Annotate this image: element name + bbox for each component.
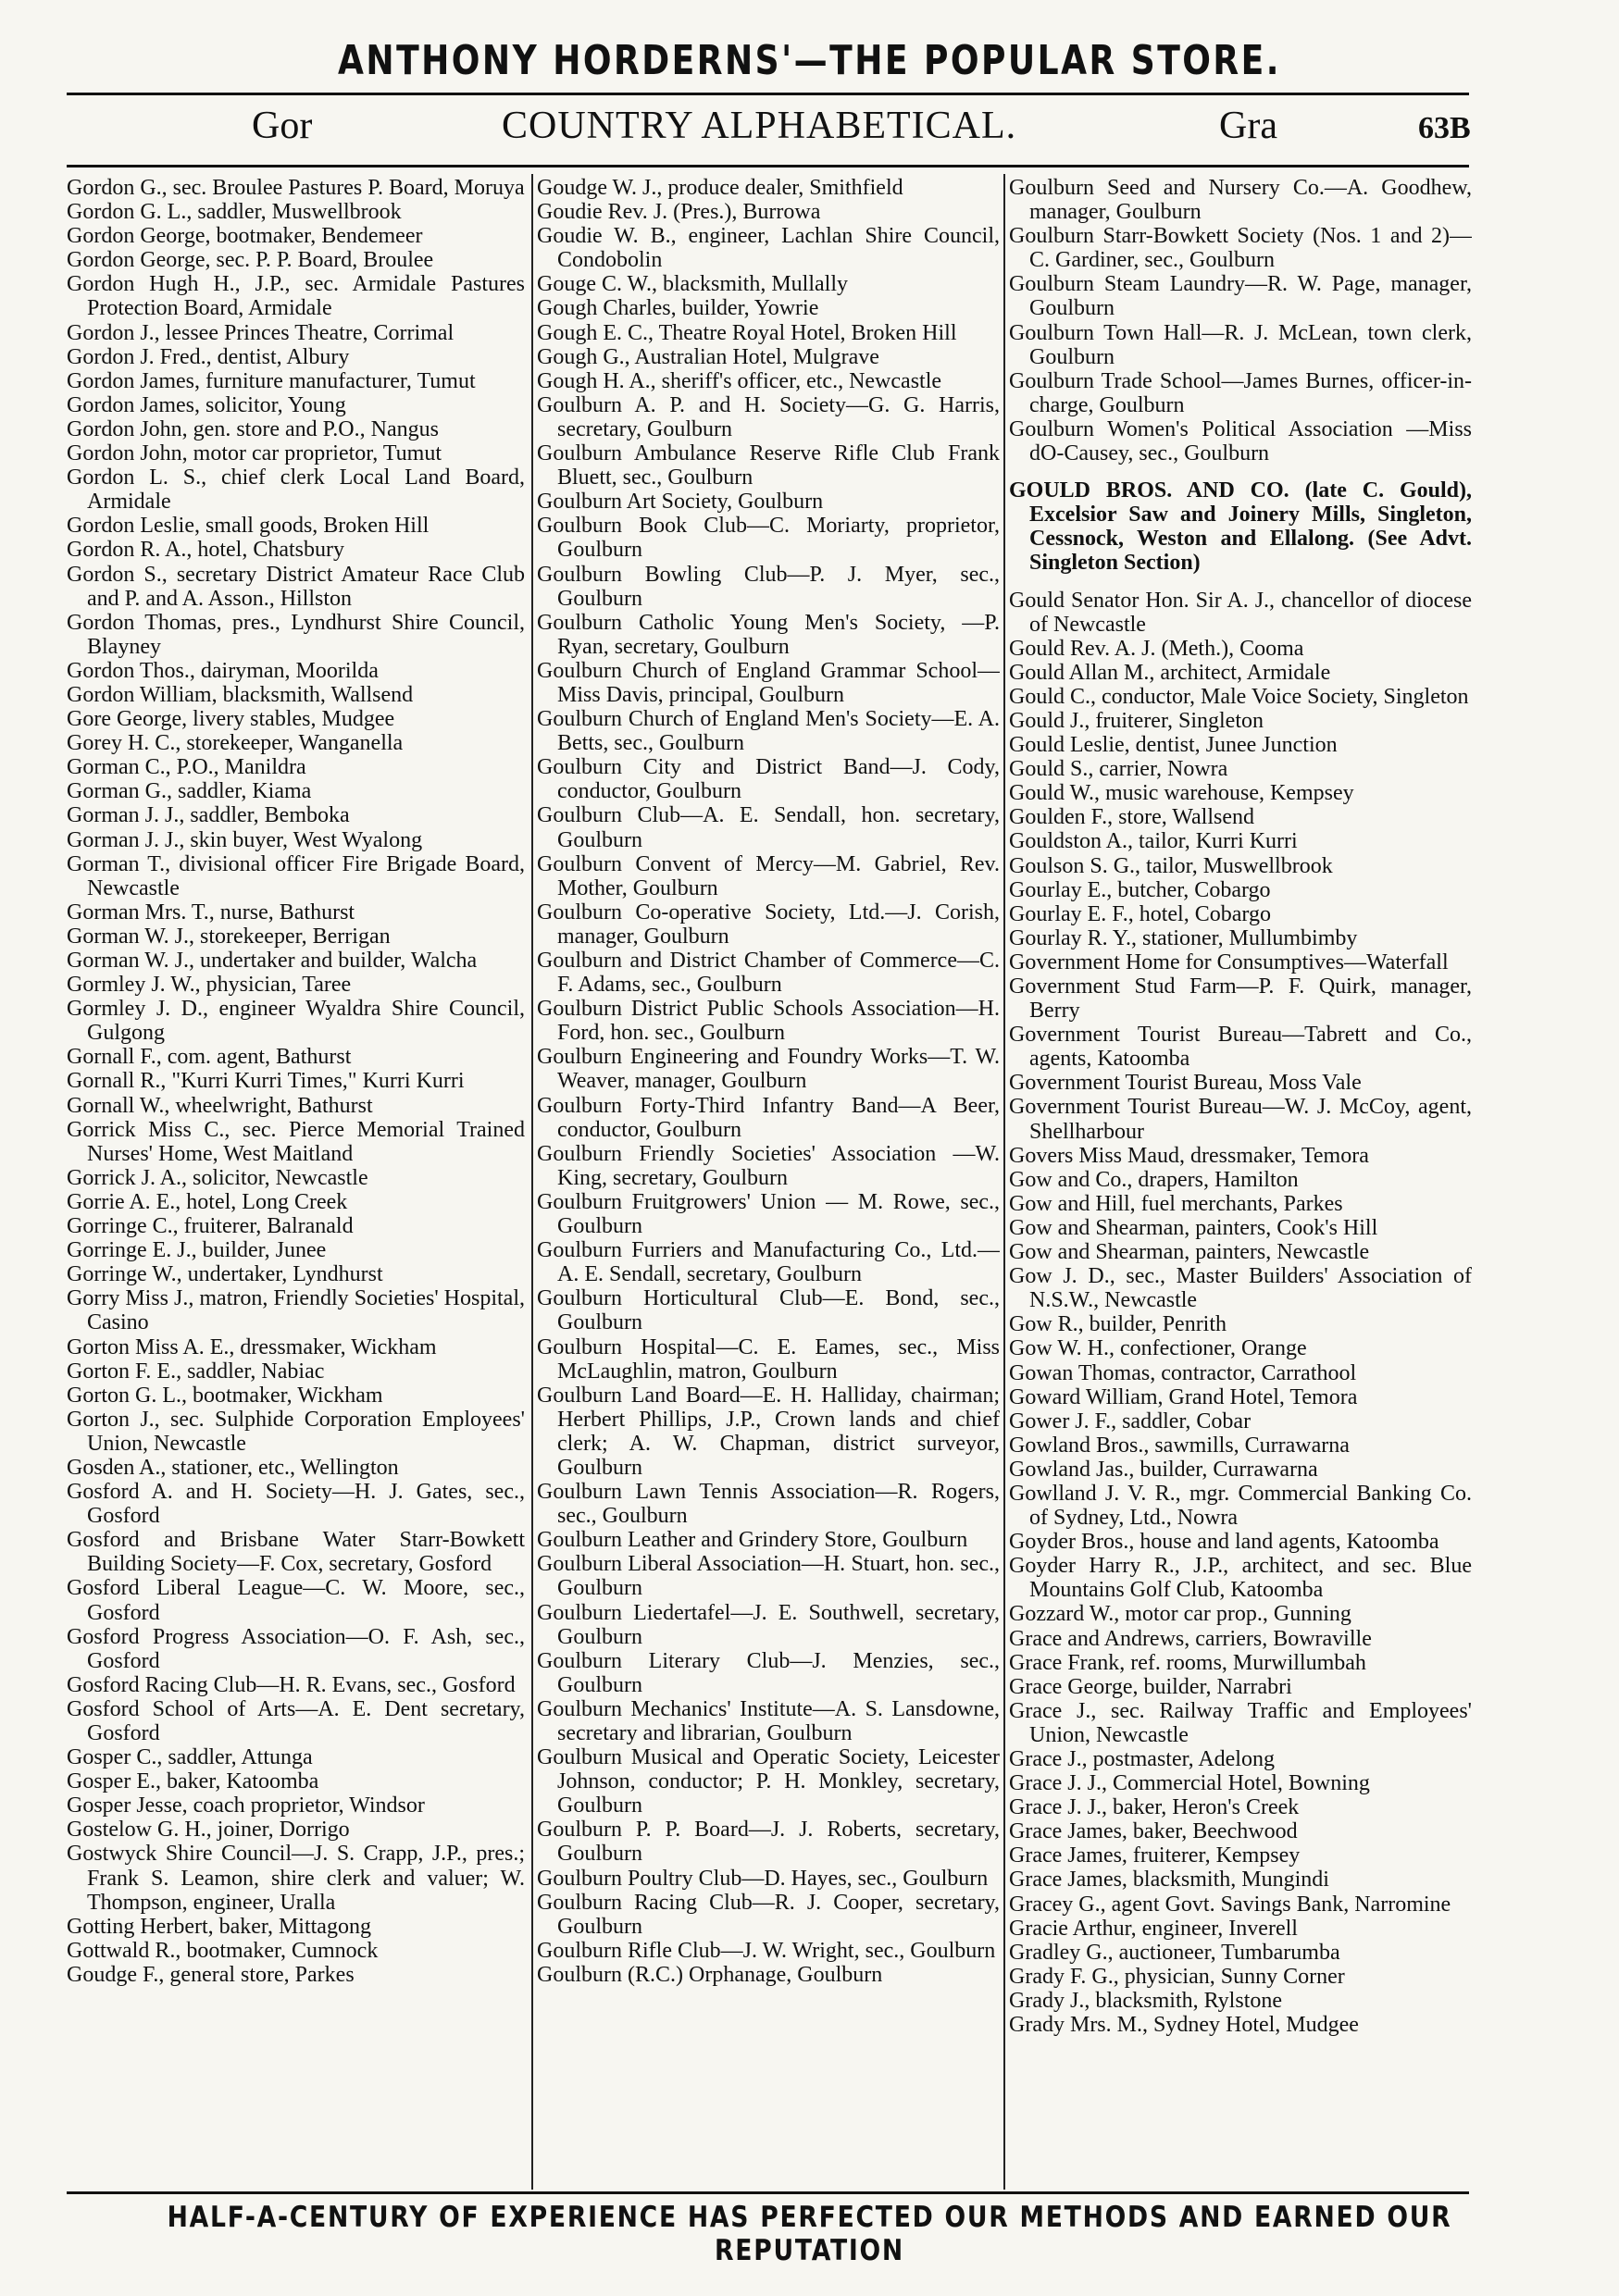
directory-entry: Gordon Hugh H., J.P., sec. Armidale Pastures Protection Board, Armidale xyxy=(67,272,525,321)
directory-entry: Gouldston A., tailor, Kurri Kurri xyxy=(1009,829,1298,854)
directory-entry: Gordon G., sec. Broulee Pastures P. Board, Moruya xyxy=(67,176,525,200)
directory-entry: Gosford Racing Club—H. R. Evans, sec., Gosford xyxy=(67,1672,516,1697)
directory-entry: Goulburn Steam Laundry—R. W. Page, manager, Goulburn xyxy=(1009,272,1472,321)
directory-entry: Goward William, Grand Hotel, Temora xyxy=(1009,1384,1358,1409)
directory-entry: Goulburn A. P. and H. Society—G. G. Harris, secretary, Goulburn xyxy=(537,392,1000,441)
directory-entry: Gould C., conductor, Male Voice Society, Singleton xyxy=(1009,684,1469,709)
directory-entry: Government Home for Consumptives—Waterfall xyxy=(1009,949,1449,974)
directory-entry: Gourlay R. Y., stationer, Mullumbimby xyxy=(1009,925,1358,950)
directory-entry: Goulburn Seed and Nursery Co.—A. Goodhew, manager, Goulburn xyxy=(1009,176,1472,225)
directory-entry: Gorton G. L., bootmaker, Wickham xyxy=(67,1383,383,1408)
directory-entry: Goulburn Liberal Association—H. Stuart, hon. sec., Goulburn xyxy=(537,1552,1000,1601)
directory-entry: Grace James, fruiterer, Kempsey xyxy=(1009,1843,1301,1868)
directory-entry: Goulburn Musical and Operatic Society, Leicester Johnson, conductor; P. H. Monkley, secretary, Goulburn xyxy=(537,1745,1000,1818)
directory-entry: Government Tourist Bureau—W. J. McCoy, agent, Shellharbour xyxy=(1009,1095,1472,1144)
directory-entry: Govers Miss Maud, dressmaker, Temora xyxy=(1009,1143,1369,1168)
directory-entry: Goulburn Club—A. E. Sendall, hon. secretary, Goulburn xyxy=(537,803,1000,852)
directory-entry: Gould W., music warehouse, Kempsey xyxy=(1009,781,1354,806)
directory-entry: Grace J. J., baker, Heron's Creek xyxy=(1009,1795,1300,1820)
directory-entry: Gottwald R., bootmaker, Cumnock xyxy=(67,1938,379,1963)
directory-entry: Goulburn Racing Club—R. J. Cooper, secretary, Goulburn xyxy=(537,1890,1000,1939)
directory-entry: Gow J. D., sec., Master Builders' Association of N.S.W., Newcastle xyxy=(1009,1264,1472,1313)
directory-column-1 xyxy=(67,176,525,2189)
directory-entry: Gosden A., stationer, etc., Wellington xyxy=(67,1455,399,1480)
directory-entry: Gorringe W., undertaker, Lyndhurst xyxy=(67,1262,383,1287)
directory-entry: Gordon John, motor car proprietor, Tumut xyxy=(67,441,442,466)
directory-entry: Gorton F. E., saddler, Nabiac xyxy=(67,1359,325,1384)
directory-entry: Gorringe C., fruiterer, Balranald xyxy=(67,1214,354,1239)
directory-entry: Gow R., builder, Penrith xyxy=(1009,1312,1227,1337)
directory-entry: Gradley G., auctioneer, Tumbarumba xyxy=(1009,1940,1340,1965)
directory-entry: Goulburn Land Board—E. H. Halliday, chairman; Herbert Phillips, J.P., Crown lands and chief clerk; A. W. Chapman, district surveyor, Goulburn xyxy=(537,1383,1000,1480)
directory-entry: Goulburn Literary Club—J. Menzies, sec., Goulburn xyxy=(537,1648,1000,1697)
directory-entry: Gordon G. L., saddler, Muswellbrook xyxy=(67,200,402,225)
directory-entry: Gould J., fruiterer, Singleton xyxy=(1009,708,1264,733)
directory-entry: Goulburn Mechanics' Institute—A. S. Lansdowne, secretary and librarian, Goulburn xyxy=(537,1696,1000,1745)
directory-entry: Gorman G., saddler, Kiama xyxy=(67,779,312,804)
directory-entry: Gower J. F., saddler, Cobar xyxy=(1009,1409,1252,1433)
directory-entry: Gorman W. J., undertaker and builder, Walcha xyxy=(67,949,478,973)
directory-entry: Grace James, baker, Beechwood xyxy=(1009,1819,1298,1844)
directory-entry: Goulburn Church of England Men's Society—E. A. Betts, sec., Goulburn xyxy=(537,707,1000,756)
directory-entry: Gordon L. S., chief clerk Local Land Board, Armidale xyxy=(67,465,525,515)
page-number: 63B xyxy=(1418,111,1471,145)
directory-entry: Goulburn Church of England Grammar School—Miss Davis, principal, Goulburn xyxy=(537,658,1000,707)
directory-entry: Gorrick J. A., solicitor, Newcastle xyxy=(67,1165,368,1190)
directory-entry: Gorton Miss A. E., dressmaker, Wickham xyxy=(67,1334,437,1359)
directory-entry: Goudie Rev. J. (Pres.), Burrowa xyxy=(537,200,821,225)
directory-entry: Gould S., carrier, Nowra xyxy=(1009,757,1228,782)
footer-slogan: HALF-A-CENTURY OF EXPERIENCE HAS PERFECTED OUR METHODS AND EARNED OUR REPUTATION xyxy=(167,2201,1452,2267)
directory-entry: Gracie Arthur, engineer, Inverell xyxy=(1009,1916,1298,1941)
directory-entry: Goulburn Liedertafel—J. E. Southwell, secretary, Goulburn xyxy=(537,1600,1000,1649)
directory-entry: Grace James, blacksmith, Mungindi xyxy=(1009,1868,1329,1893)
column-divider xyxy=(1003,174,1005,2190)
directory-entry: Gosper Jesse, coach proprietor, Windsor xyxy=(67,1793,425,1818)
directory-entry: Gosper C., saddler, Attunga xyxy=(67,1745,313,1770)
directory-entry: Goulburn District Public Schools Association—H. Ford, hon. sec., Goulburn xyxy=(537,997,1000,1046)
directory-entry: Gorey H. C., storekeeper, Wanganella xyxy=(67,731,404,756)
directory-entry: Gosford Progress Association—O. F. Ash, sec., Gosford xyxy=(67,1624,525,1673)
directory-entry: Gorman W. J., storekeeper, Berrigan xyxy=(67,924,391,949)
directory-entry: Gordon J., lessee Princes Theatre, Corrimal xyxy=(67,320,455,345)
directory-entry: Goulburn Horticultural Club—E. Bond, sec., Goulburn xyxy=(537,1286,1000,1335)
directory-entry: Gosford A. and H. Society—H. J. Gates, sec., Gosford xyxy=(67,1480,525,1529)
directory-entry: Gow W. H., confectioner, Orange xyxy=(1009,1336,1307,1361)
header-bottom-rule xyxy=(67,165,1469,168)
directory-entry: GOULD BROS. AND CO. (late C. Gould), Excelsior Saw and Joinery Mills, Singleton, Cessnock, Weston and Ellalong. (See Advt. Singleton Section) xyxy=(1009,478,1472,576)
directory-entry: Gow and Shearman, painters, Cook's Hill xyxy=(1009,1215,1378,1240)
directory-entry: Goulburn Hospital—C. E. Eames, sec., Miss McLaughlin, matron, Goulburn xyxy=(537,1334,1000,1384)
directory-entry: Gowland Bros., sawmills, Currawarna xyxy=(1009,1433,1350,1458)
directory-entry: Gorrie A. E., hotel, Long Creek xyxy=(67,1189,348,1214)
directory-entry: Goulburn Convent of Mercy—M. Gabriel, Rev. Mother, Goulburn xyxy=(537,851,1000,900)
directory-entry: Goyder Harry R., J.P., architect, and sec. Blue Mountains Golf Club, Katoomba xyxy=(1009,1554,1472,1603)
directory-entry: Gourlay E. F., hotel, Cobargo xyxy=(1009,901,1271,926)
directory-entry: Grady Mrs. M., Sydney Hotel, Mudgee xyxy=(1009,2013,1359,2038)
directory-entry: Gordon James, furniture manufacturer, Tumut xyxy=(67,368,476,393)
directory-entry: Gould Senator Hon. Sir A. J., chancellor of diocese of Newcastle xyxy=(1009,588,1472,637)
directory-entry: Goudge F., general store, Parkes xyxy=(67,1962,355,1987)
header-top-rule xyxy=(67,93,1469,95)
directory-entry: Government Tourist Bureau, Moss Vale xyxy=(1009,1071,1362,1096)
directory-entry: Goulburn Women's Political Association —Miss dO-Causey, sec., Goulburn xyxy=(1009,416,1472,466)
header-section-title: COUNTRY ALPHABETICAL. xyxy=(502,105,1017,147)
directory-entry: Goudie W. B., engineer, Lachlan Shire Council, Condobolin xyxy=(537,224,1000,273)
directory-entry: Grace Frank, ref. rooms, Murwillumbah xyxy=(1009,1650,1366,1675)
directory-entry: Goulburn Engineering and Foundry Works—T. W. Weaver, manager, Goulburn xyxy=(537,1045,1000,1094)
directory-entry: Government Stud Farm—P. F. Quirk, manager, Berry xyxy=(1009,974,1472,1024)
directory-entry: Gordon John, gen. store and P.O., Nangus xyxy=(67,416,439,441)
directory-entry: Gosford and Brisbane Water Starr-Bowkett Building Society—F. Cox, secretary, Gosford xyxy=(67,1528,525,1577)
directory-entry: Gorman J. J., skin buyer, West Wyalong xyxy=(67,827,423,852)
directory-entry: Goulburn Forty-Third Infantry Band—A Beer, conductor, Goulburn xyxy=(537,1093,1000,1142)
directory-entry: Gorman C., P.O., Manildra xyxy=(67,755,306,780)
directory-entry: Gould Allan M., architect, Armidale xyxy=(1009,660,1331,685)
directory-entry: Gordon George, sec. P. P. Board, Broulee xyxy=(67,248,434,273)
directory-entry: Gough G., Australian Hotel, Mulgrave xyxy=(537,344,879,369)
directory-entry: Gourlay E., butcher, Cobargo xyxy=(1009,877,1271,902)
directory-entry: Gordon James, solicitor, Young xyxy=(67,392,346,417)
directory-entry: Government Tourist Bureau—Tabrett and Co., agents, Katoomba xyxy=(1009,1023,1472,1072)
directory-entry: Goulburn Bowling Club—P. J. Myer, sec., Goulburn xyxy=(537,562,1000,611)
directory-entry: Goyder Bros., house and land agents, Katoomba xyxy=(1009,1530,1439,1555)
directory-entry: Goulburn Ambulance Reserve Rifle Club Frank Bluett, sec., Goulburn xyxy=(537,441,1000,490)
directory-entry: Goulburn Book Club—C. Moriarty, proprietor, Goulburn xyxy=(537,514,1000,563)
directory-entry: Gosford School of Arts—A. E. Dent secretary, Gosford xyxy=(67,1696,525,1745)
directory-entry: Gostelow G. H., joiner, Dorrigo xyxy=(67,1818,350,1843)
directory-entry: Gow and Hill, fuel merchants, Parkes xyxy=(1009,1191,1343,1216)
directory-entry: Grace J. J., Commercial Hotel, Bowning xyxy=(1009,1771,1370,1796)
running-header xyxy=(67,104,1469,159)
footer-rule xyxy=(67,2191,1469,2194)
directory-entry: Gozzard W., motor car prop., Gunning xyxy=(1009,1602,1351,1627)
directory-entry: Goulburn Poultry Club—D. Hayes, sec., Goulburn xyxy=(537,1866,989,1891)
directory-entry: Gordon Thomas, pres., Lyndhurst Shire Council, Blayney xyxy=(67,610,525,659)
directory-entry: Grady J., blacksmith, Rylstone xyxy=(1009,1988,1283,2013)
directory-entry: Goulburn Friendly Societies' Association —W. King, secretary, Goulburn xyxy=(537,1141,1000,1190)
directory-entry: Gowlland J. V. R., mgr. Commercial Banking Co. of Sydney, Ltd., Nowra xyxy=(1009,1481,1472,1531)
directory-entry: Goulburn (R.C.) Orphanage, Goulburn xyxy=(537,1962,883,1987)
directory-entry: Gormley J. D., engineer Wyaldra Shire Council, Gulgong xyxy=(67,997,525,1046)
directory-entry: Goulden F., store, Wallsend xyxy=(1009,805,1255,830)
directory-entry: Goulburn P. P. Board—J. J. Roberts, secretary, Goulburn xyxy=(537,1818,1000,1867)
directory-entry: Gordon Leslie, small goods, Broken Hill xyxy=(67,514,430,539)
directory-entry: Gordon J. Fred., dentist, Albury xyxy=(67,344,350,369)
directory-entry: Gordon George, bootmaker, Bendemeer xyxy=(67,224,423,249)
directory-entry: Gracey G., agent Govt. Savings Bank, Narromine xyxy=(1009,1892,1451,1917)
directory-entry: Gow and Shearman, painters, Newcastle xyxy=(1009,1240,1370,1265)
directory-entry: Gorman J. J., saddler, Bemboka xyxy=(67,803,350,828)
directory-entry: Gorry Miss J., matron, Friendly Societies' Hospital, Casino xyxy=(67,1286,525,1335)
directory-entry: Gowan Thomas, contractor, Carrathool xyxy=(1009,1360,1357,1385)
directory-column-2 xyxy=(537,176,1000,2189)
directory-entry: Gore George, livery stables, Mudgee xyxy=(67,707,395,732)
directory-entry: Gowland Jas., builder, Currawarna xyxy=(1009,1457,1318,1482)
directory-entry: Goulburn Trade School—James Burnes, officer-in-charge, Goulburn xyxy=(1009,368,1472,417)
directory-entry: Grace and Andrews, carriers, Bowraville xyxy=(1009,1626,1372,1651)
directory-entry: Gornall R., "Kurri Kurri Times," Kurri Kurri xyxy=(67,1069,465,1094)
directory-entry: Goulburn Art Society, Goulburn xyxy=(537,490,824,515)
directory-entry: Goulburn Leather and Grindery Store, Goulburn xyxy=(537,1528,968,1553)
directory-entry: Gordon Thos., dairyman, Moorilda xyxy=(67,658,379,683)
directory-entry: Goulburn Fruitgrowers' Union — M. Rowe, sec., Goulburn xyxy=(537,1189,1000,1239)
directory-column-3 xyxy=(1009,176,1472,2189)
directory-entry: Gould Leslie, dentist, Junee Junction xyxy=(1009,733,1338,758)
directory-entry: Gorman Mrs. T., nurse, Bathurst xyxy=(67,900,355,925)
directory-entry: Gould Rev. A. J. (Meth.), Cooma xyxy=(1009,636,1304,661)
directory-entry: Gormley J. W., physician, Taree xyxy=(67,973,352,998)
directory-entry: Goulburn Co-operative Society, Ltd.—J. Corish, manager, Goulburn xyxy=(537,900,1000,949)
directory-entry: Grace J., postmaster, Adelong xyxy=(1009,1747,1275,1771)
directory-entry: Gornall F., com. agent, Bathurst xyxy=(67,1045,352,1070)
directory-entry: Gosford Liberal League—C. W. Moore, sec., Gosford xyxy=(67,1576,525,1625)
directory-entry: Gorton J., sec. Sulphide Corporation Employees' Union, Newcastle xyxy=(67,1407,525,1456)
directory-entry: Gow and Co., drapers, Hamilton xyxy=(1009,1167,1299,1192)
directory-entry: Grace George, builder, Narrabri xyxy=(1009,1674,1292,1699)
directory-entry: Gough Charles, builder, Yowrie xyxy=(537,296,819,321)
directory-entry: Goulson S. G., tailor, Muswellbrook xyxy=(1009,853,1333,878)
header-range-end: Gra xyxy=(1219,105,1277,147)
directory-entry: Gosper E., baker, Katoomba xyxy=(67,1769,319,1794)
directory-entry: Goulburn City and District Band—J. Cody, conductor, Goulburn xyxy=(537,755,1000,804)
directory-entry: Goulburn and District Chamber of Commerce—C. F. Adams, sec., Goulburn xyxy=(537,949,1000,998)
directory-entry: Goulburn Rifle Club—J. W. Wright, sec., Goulburn xyxy=(537,1938,996,1963)
directory-entry: Gotting Herbert, baker, Mittagong xyxy=(67,1914,371,1939)
directory-entry: Goulburn Lawn Tennis Association—R. Rogers, sec., Goulburn xyxy=(537,1480,1000,1529)
directory-entry: Goulburn Starr-Bowkett Society (Nos. 1 and 2)—C. Gardiner, sec., Goulburn xyxy=(1009,224,1472,273)
directory-entry: Gordon William, blacksmith, Wallsend xyxy=(67,682,414,707)
directory-entry: Goulburn Town Hall—R. J. McLean, town clerk, Goulburn xyxy=(1009,320,1472,369)
directory-entry: Gough E. C., Theatre Royal Hotel, Broken Hill xyxy=(537,320,957,345)
directory-entry: Gornall W., wheelwright, Bathurst xyxy=(67,1093,373,1118)
directory-entry: Gorrick Miss C., sec. Pierce Memorial Trained Nurses' Home, West Maitland xyxy=(67,1117,525,1166)
directory-entry: Goulburn Catholic Young Men's Society, —P. Ryan, secretary, Goulburn xyxy=(537,610,1000,659)
directory-entry: Gordon R. A., hotel, Chatsbury xyxy=(67,538,344,563)
column-divider xyxy=(531,174,533,2190)
directory-entry: Grady F. G., physician, Sunny Corner xyxy=(1009,1964,1345,1989)
directory-entry: Goudge W. J., produce dealer, Smithfield xyxy=(537,176,903,200)
directory-entry: Goulburn Furriers and Manufacturing Co., Ltd.—A. E. Sendall, secretary, Goulburn xyxy=(537,1238,1000,1287)
directory-entry: Gostwyck Shire Council—J. S. Crapp, J.P., pres.; Frank S. Leamon, shire clerk and valuer; W. Thompson, engineer, Uralla xyxy=(67,1842,525,1915)
directory-entry: Gouge C. W., blacksmith, Mullally xyxy=(537,272,848,297)
directory-entry: Gough H. A., sheriff's officer, etc., Newcastle xyxy=(537,368,942,393)
directory-entry: Gordon S., secretary District Amateur Race Club and P. and A. Asson., Hillston xyxy=(67,562,525,611)
store-banner: ANTHONY HORDERNS'—THE POPULAR STORE. xyxy=(338,37,1281,84)
directory-entry: Gorringe E. J., builder, Junee xyxy=(67,1238,327,1263)
directory-entry: Grace J., sec. Railway Traffic and Employees' Union, Newcastle xyxy=(1009,1698,1472,1747)
directory-entry: Gorman T., divisional officer Fire Brigade Board, Newcastle xyxy=(67,851,525,900)
header-range-start: Gor xyxy=(252,105,313,147)
